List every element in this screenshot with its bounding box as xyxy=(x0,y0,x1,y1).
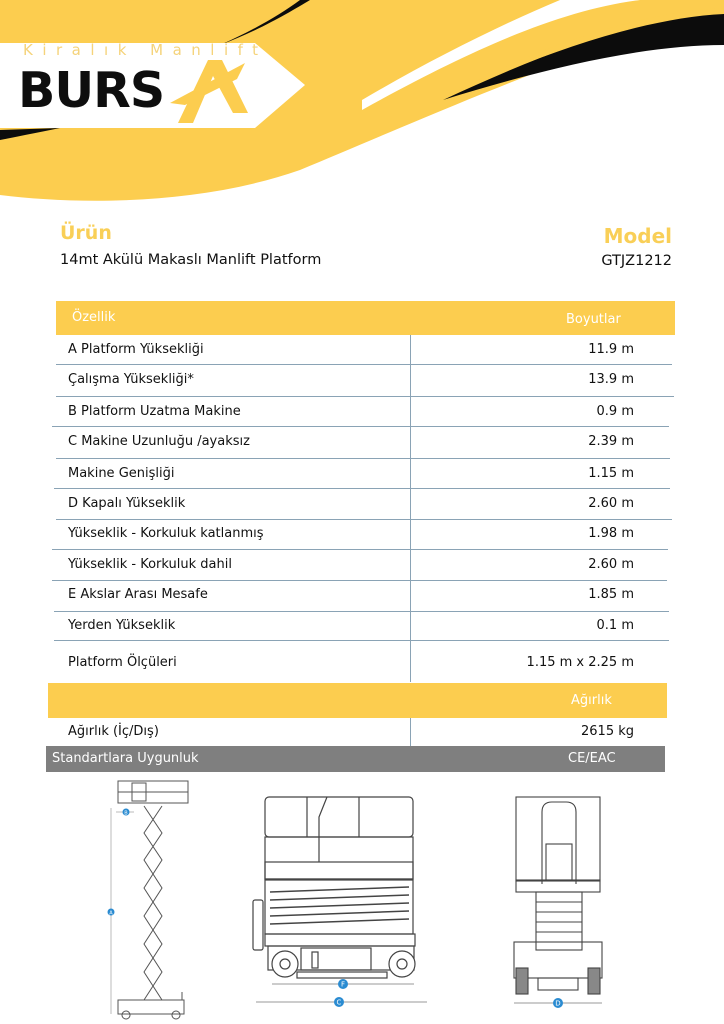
row-value: 1.15 m xyxy=(588,466,634,481)
row-value: 0.9 m xyxy=(596,404,634,419)
header-feature: Özellik xyxy=(72,310,116,325)
row-value: 2.60 m xyxy=(588,557,634,572)
row-label: Makine Genişliği xyxy=(68,466,175,481)
standards-row xyxy=(46,746,665,772)
row-value: 1.85 m xyxy=(588,587,634,602)
weight-label: Ağırlık (İç/Dış) xyxy=(68,724,159,739)
header-dimensions: Boyutlar xyxy=(566,312,621,327)
model-value: GTJZ1212 xyxy=(601,253,672,269)
row-divider xyxy=(56,519,672,520)
row-value: 0.1 m xyxy=(596,618,634,633)
row-label: B Platform Uzatma Makine xyxy=(68,404,241,419)
marker-b-label: B xyxy=(124,810,128,817)
marker-c-label: C xyxy=(336,998,342,1007)
row-label: A Platform Yüksekliği xyxy=(68,342,204,357)
brand-tagline: Kiralık Manlift xyxy=(23,41,268,59)
row-divider xyxy=(56,396,674,397)
header-weight: Ağırlık xyxy=(571,693,612,708)
row-value: 1.98 m xyxy=(588,526,634,541)
row-label: E Akslar Arası Mesafe xyxy=(68,587,208,602)
drawing-front xyxy=(508,792,608,1014)
product-label: Ürün xyxy=(60,222,112,244)
row-divider xyxy=(56,458,670,459)
row-divider xyxy=(52,549,668,550)
marker-a-label: A xyxy=(109,910,113,917)
row-divider xyxy=(52,580,667,581)
row-value: 11.9 m xyxy=(588,342,634,357)
row-label: Çalışma Yüksekliği* xyxy=(68,372,194,387)
row-label: Yükseklik - Korkuluk katlanmış xyxy=(68,526,264,541)
marker-d-label: D xyxy=(555,999,561,1008)
row-label: C Makine Uzunluğu /ayaksız xyxy=(68,434,250,449)
spec-table-header xyxy=(56,301,675,335)
drawing-extended-side xyxy=(104,778,194,1022)
model-label: Model xyxy=(603,224,672,248)
standards-value: CE/EAC xyxy=(568,751,616,766)
weight-value: 2615 kg xyxy=(581,724,634,739)
drawing-stowed-side xyxy=(252,792,434,1012)
row-label: D Kapalı Yükseklik xyxy=(68,496,186,511)
row-label: Yerden Yükseklik xyxy=(68,618,176,633)
weight-table-header xyxy=(48,683,667,718)
row-divider xyxy=(56,364,672,365)
row-value: 2.60 m xyxy=(588,496,634,511)
product-name: 14mt Akülü Makaslı Manlift Platform xyxy=(60,252,322,268)
row-divider xyxy=(54,640,669,641)
row-divider xyxy=(54,611,669,612)
marker-f-label: F xyxy=(340,980,346,989)
row-value: 1.15 m x 2.25 m xyxy=(526,655,634,670)
column-divider-weight xyxy=(410,718,411,746)
standards-label: Standartlara Uygunluk xyxy=(52,751,199,766)
column-divider xyxy=(410,335,411,682)
row-divider xyxy=(52,426,669,427)
brand-name: BURS xyxy=(18,62,165,119)
row-value: 13.9 m xyxy=(588,372,634,387)
row-label: Yükseklik - Korkuluk dahil xyxy=(68,557,232,572)
row-value: 2.39 m xyxy=(588,434,634,449)
row-label: Platform Ölçüleri xyxy=(68,655,177,670)
row-divider xyxy=(54,488,670,489)
